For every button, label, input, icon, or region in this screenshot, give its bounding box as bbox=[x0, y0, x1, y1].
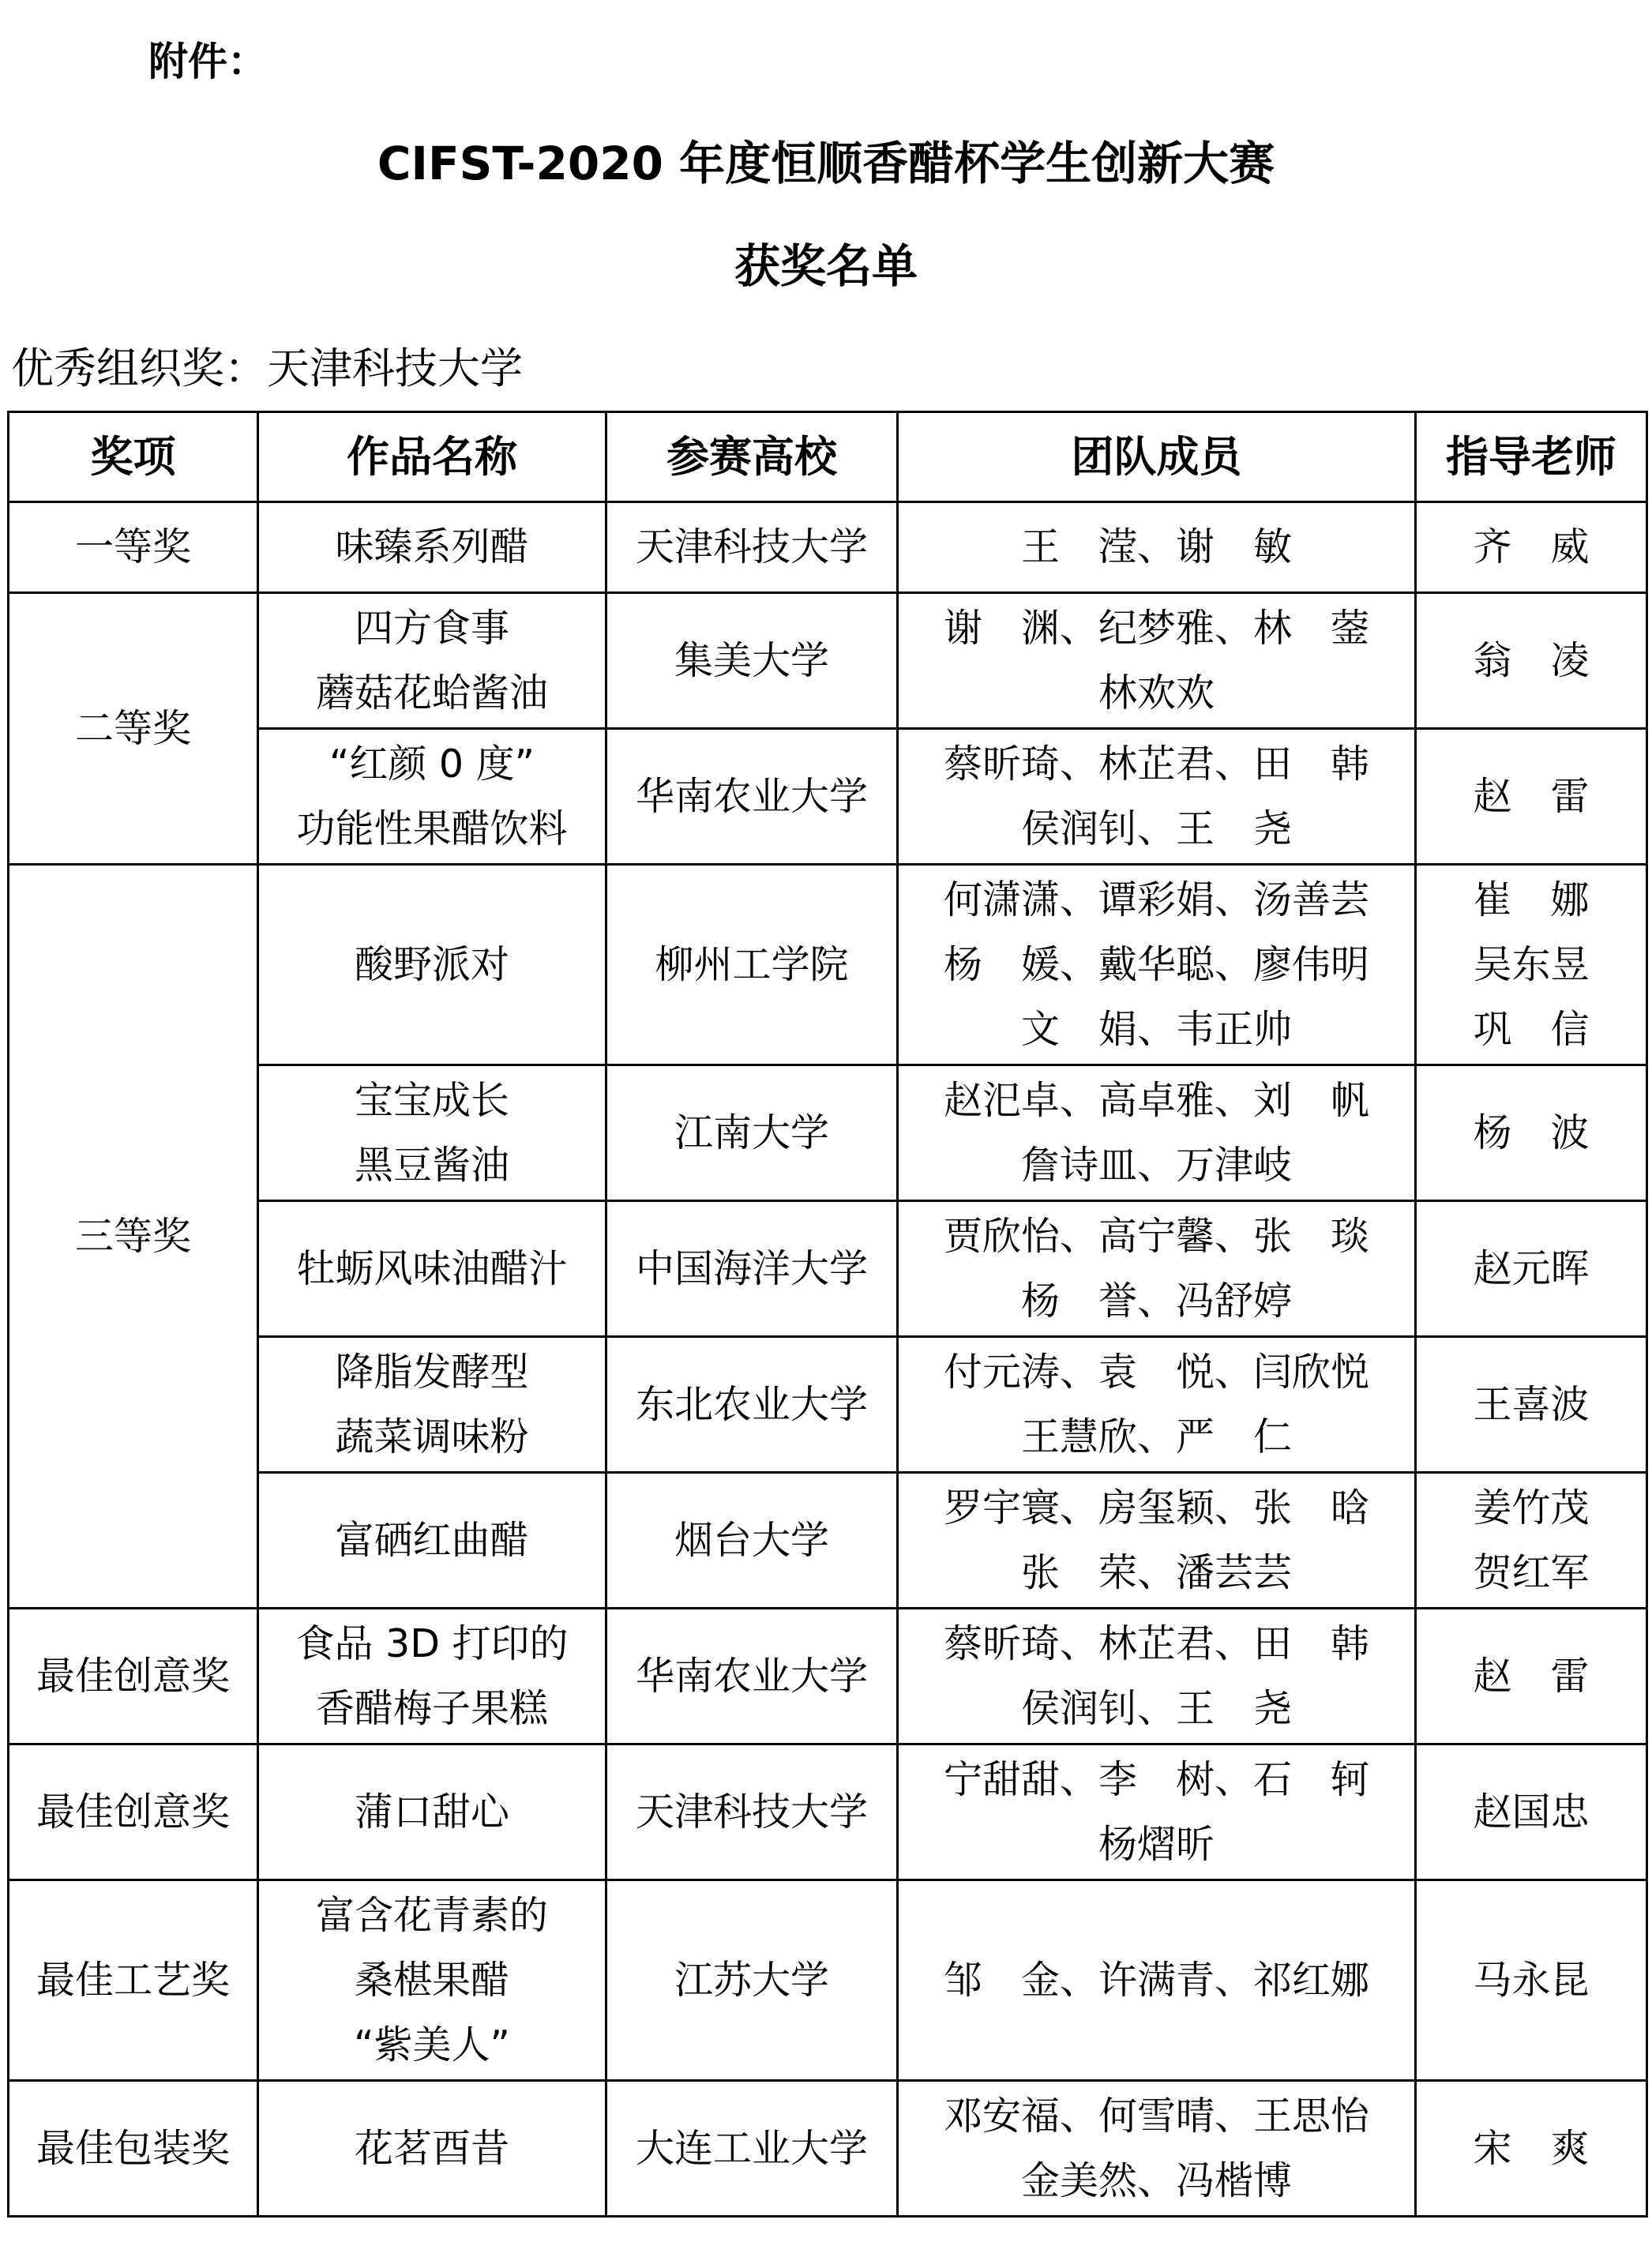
project-cell: 降脂发酵型 蔬菜调味粉 bbox=[258, 1337, 606, 1473]
award-cell: 最佳创意奖 bbox=[9, 1744, 258, 1880]
project-cell: 富硒红曲醋 bbox=[258, 1473, 606, 1609]
school-cell: 天津科技大学 bbox=[606, 502, 898, 593]
teacher-cell: 姜竹茂 贺红军 bbox=[1416, 1473, 1647, 1609]
page-title: CIFST-2020 年度恒顺香醋杯学生创新大赛 bbox=[377, 137, 1275, 190]
members-cell: 付元涛、袁 悦、闫欣悦 王慧欣、严 仁 bbox=[898, 1337, 1416, 1473]
members-cell: 邓安福、何雪晴、王思怡 金美然、冯楷博 bbox=[898, 2081, 1416, 2217]
table-row bbox=[9, 1744, 1647, 1880]
project-cell: 味臻系列醋 bbox=[258, 502, 606, 593]
school-cell: 集美大学 bbox=[606, 593, 898, 729]
project-cell: 牡蛎风味油醋汁 bbox=[258, 1201, 606, 1337]
project-cell: “红颜 0 度” 功能性果醋饮料 bbox=[258, 729, 606, 865]
school-cell: 天津科技大学 bbox=[606, 1744, 898, 1880]
members-cell: 罗宇寰、房玺颖、张 晗 张 荣、潘芸芸 bbox=[898, 1473, 1416, 1609]
members-cell: 谢 渊、纪梦雅、林 蓥 林欢欢 bbox=[898, 593, 1416, 729]
award-cell: 二等奖 bbox=[9, 593, 258, 865]
members-cell: 蔡昕琦、林芷君、田 韩 侯润钊、王 尧 bbox=[898, 729, 1416, 865]
column-header-school: 参赛高校 bbox=[606, 412, 898, 502]
project-cell: 富含花青素的 桑椹果醋 “紫美人” bbox=[258, 1880, 606, 2081]
project-cell: 酸野派对 bbox=[258, 865, 606, 1065]
award-cell: 最佳包装奖 bbox=[9, 2081, 258, 2217]
award-cell: 最佳创意奖 bbox=[9, 1609, 258, 1744]
school-cell: 柳州工学院 bbox=[606, 865, 898, 1065]
project-cell: 花茗酉昔 bbox=[258, 2081, 606, 2217]
school-cell: 东北农业大学 bbox=[606, 1337, 898, 1473]
column-header-teacher: 指导老师 bbox=[1416, 412, 1647, 502]
award-cell: 一等奖 bbox=[9, 502, 258, 593]
members-cell: 贾欣怡、高宁馨、张 琰 杨 誉、冯舒婷 bbox=[898, 1201, 1416, 1337]
column-header-project: 作品名称 bbox=[258, 412, 606, 502]
school-cell: 江南大学 bbox=[606, 1065, 898, 1201]
table-row bbox=[9, 593, 1647, 729]
table-row bbox=[9, 1609, 1647, 1744]
column-header-members: 团队成员 bbox=[898, 412, 1416, 502]
teacher-cell: 赵 雷 bbox=[1416, 729, 1647, 865]
members-cell: 王 滢、谢 敏 bbox=[898, 502, 1416, 593]
teacher-cell: 王喜波 bbox=[1416, 1337, 1647, 1473]
award-cell: 三等奖 bbox=[9, 865, 258, 1609]
members-cell: 邹 金、许满青、祁红娜 bbox=[898, 1880, 1416, 2081]
school-cell: 华南农业大学 bbox=[606, 729, 898, 865]
project-cell: 四方食事 蘑菇花蛤酱油 bbox=[258, 593, 606, 729]
members-cell: 赵汜卓、高卓雅、刘 帆 詹诗皿、万津岐 bbox=[898, 1065, 1416, 1201]
teacher-cell: 翁 凌 bbox=[1416, 593, 1647, 729]
teacher-cell: 赵国忠 bbox=[1416, 1744, 1647, 1880]
project-cell: 蒲口甜心 bbox=[258, 1744, 606, 1880]
members-cell: 蔡昕琦、林芷君、田 韩 侯润钊、王 尧 bbox=[898, 1609, 1416, 1744]
table-row bbox=[9, 2081, 1647, 2217]
award-cell: 最佳工艺奖 bbox=[9, 1880, 258, 2081]
teacher-cell: 齐 威 bbox=[1416, 502, 1647, 593]
school-cell: 大连工业大学 bbox=[606, 2081, 898, 2217]
teacher-cell: 赵元晖 bbox=[1416, 1201, 1647, 1337]
members-cell: 宁甜甜、李 树、石 轲 杨熠昕 bbox=[898, 1744, 1416, 1880]
table-header-row bbox=[9, 412, 1647, 502]
members-cell: 何潇潇、谭彩娟、汤善芸 杨 媛、戴华聪、廖伟明 文 娟、韦正帅 bbox=[898, 865, 1416, 1065]
school-cell: 中国海洋大学 bbox=[606, 1201, 898, 1337]
school-cell: 华南农业大学 bbox=[606, 1609, 898, 1744]
table-row bbox=[9, 1880, 1647, 2081]
attachment-label: 附件： bbox=[148, 39, 267, 84]
teacher-cell: 杨 波 bbox=[1416, 1065, 1647, 1201]
teacher-cell: 赵 雷 bbox=[1416, 1609, 1647, 1744]
school-cell: 江苏大学 bbox=[606, 1880, 898, 2081]
table-row bbox=[9, 865, 1647, 1065]
school-cell: 烟台大学 bbox=[606, 1473, 898, 1609]
table-row bbox=[9, 502, 1647, 593]
project-cell: 食品 3D 打印的 香醋梅子果糕 bbox=[258, 1609, 606, 1744]
teacher-cell: 马永昆 bbox=[1416, 1880, 1647, 2081]
column-header-award: 奖项 bbox=[9, 412, 258, 502]
teacher-cell: 宋 爽 bbox=[1416, 2081, 1647, 2217]
organization-award: 优秀组织奖：天津科技大学 bbox=[11, 344, 523, 393]
teacher-cell: 崔 娜 吴东昱 巩 信 bbox=[1416, 865, 1647, 1065]
awards-table bbox=[7, 411, 1648, 2218]
page-subtitle: 获奖名单 bbox=[734, 239, 918, 293]
project-cell: 宝宝成长 黑豆酱油 bbox=[258, 1065, 606, 1201]
